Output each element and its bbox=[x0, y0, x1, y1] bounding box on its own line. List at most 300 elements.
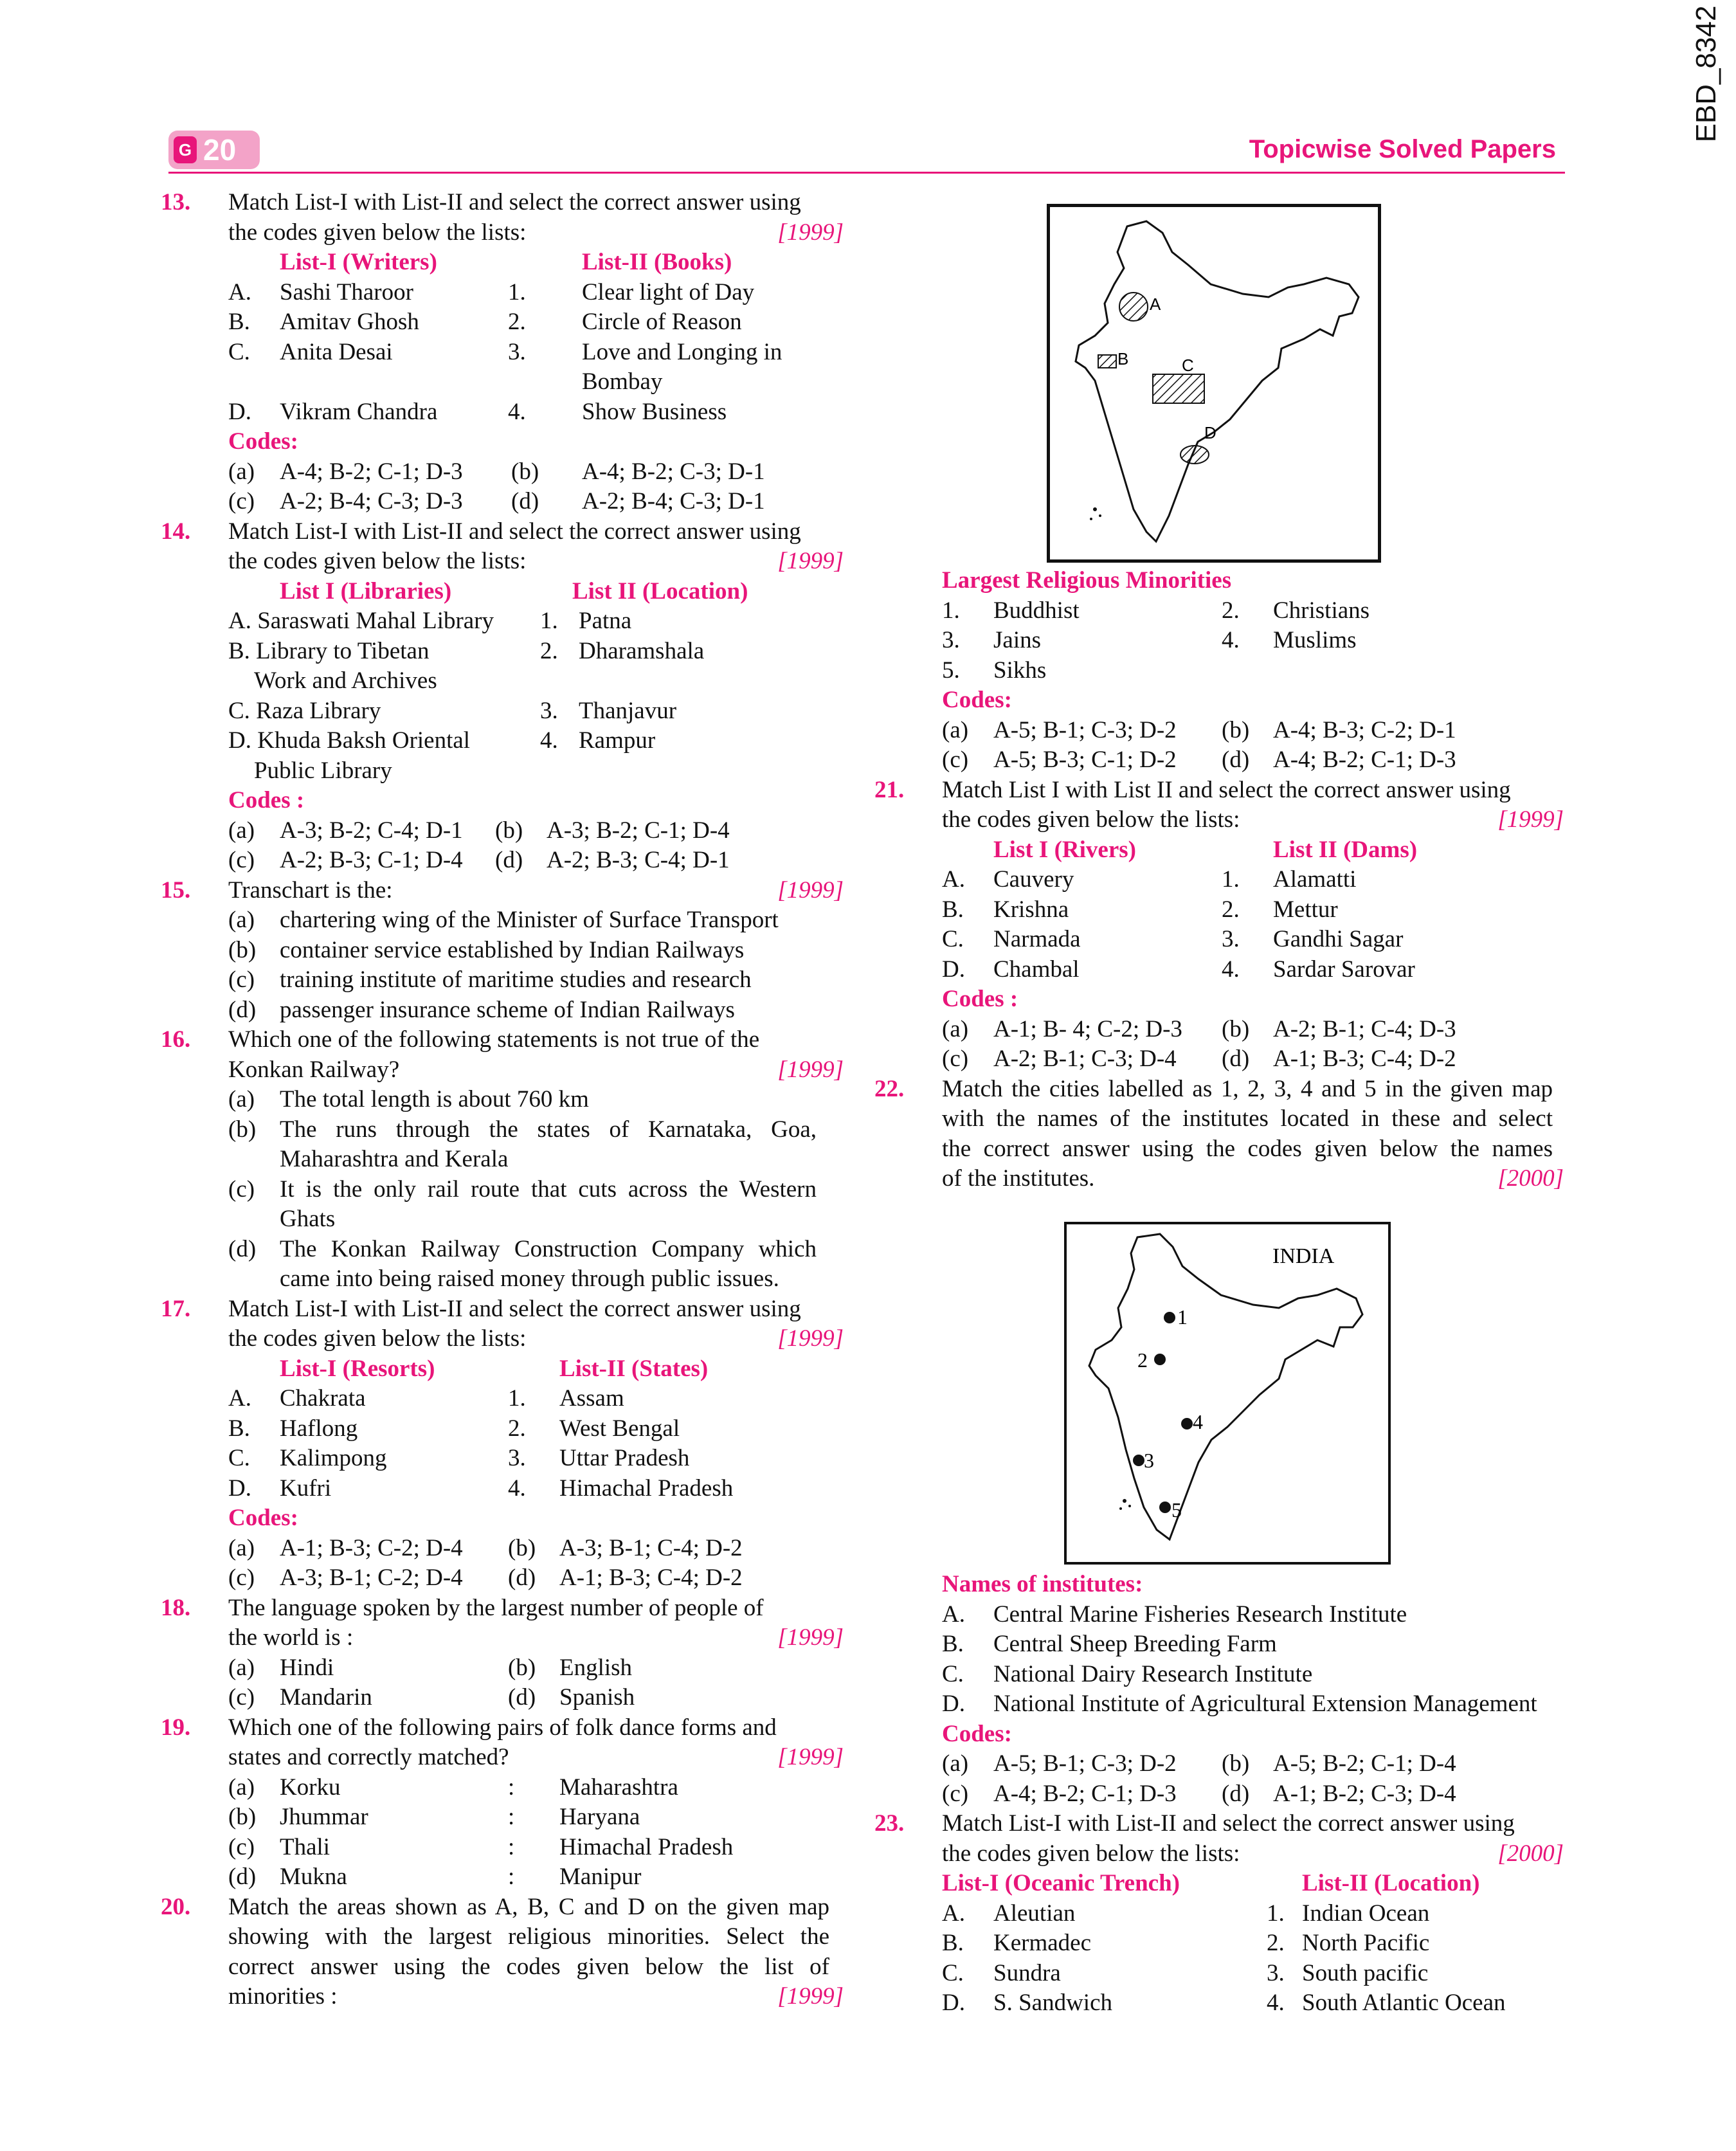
question-text: Transchart is the: bbox=[228, 876, 393, 903]
item-number: 5. bbox=[942, 657, 960, 684]
region-b bbox=[1098, 355, 1116, 368]
right-column-top bbox=[874, 566, 1569, 1194]
section-letter: G bbox=[174, 136, 197, 163]
list-1-item: Amitav Ghosh bbox=[280, 309, 419, 335]
match-row bbox=[161, 756, 849, 786]
item-letter: B. bbox=[942, 1930, 964, 1956]
exam-year: [2000] bbox=[1497, 1840, 1564, 1867]
option-text: English bbox=[559, 1654, 633, 1681]
option-letter: (d) bbox=[1222, 1046, 1250, 1072]
question-number: 21. bbox=[874, 776, 905, 803]
match-row bbox=[874, 925, 1569, 955]
list-2-item: South Atlantic Ocean bbox=[1302, 1990, 1506, 2016]
item-number: 1. bbox=[540, 608, 558, 634]
separator: : bbox=[508, 1804, 515, 1830]
option-letter: (c) bbox=[228, 1833, 255, 1860]
option-letter: (b) bbox=[228, 1116, 257, 1143]
option-text: Ghats bbox=[280, 1206, 336, 1232]
state-name: Maharashtra bbox=[559, 1774, 678, 1801]
list-1-item: Aleutian bbox=[993, 1900, 1076, 1927]
option-code: A-1; B-3; C-4; D-2 bbox=[1273, 1046, 1456, 1072]
item-letter: D. bbox=[228, 1475, 251, 1502]
list-heading: Largest Religious Minorities bbox=[942, 567, 1232, 594]
dance-form: Korku bbox=[280, 1774, 341, 1801]
question-number: 19. bbox=[161, 1714, 191, 1741]
option-text: passenger insurance scheme of Indian Railways bbox=[280, 996, 735, 1023]
region-c bbox=[1153, 374, 1204, 403]
question-number: 17. bbox=[161, 1295, 191, 1322]
exam-year: [1999] bbox=[777, 1744, 844, 1770]
list-2-item: Show Business bbox=[582, 398, 727, 425]
list-1-item: Chakrata bbox=[280, 1385, 366, 1411]
item-letter: A. bbox=[942, 1601, 965, 1628]
item-number: 3. bbox=[1222, 926, 1240, 952]
list-row bbox=[874, 656, 1569, 686]
option-row bbox=[161, 995, 849, 1026]
item-number: 2. bbox=[508, 1415, 526, 1442]
option-code: A-4; B-2; C-3; D-1 bbox=[582, 458, 765, 485]
question-text: the correct answer using the codes given below the names bbox=[942, 1135, 1553, 1162]
item-number: 4. bbox=[508, 1475, 526, 1502]
list-1-item: S. Sandwich bbox=[993, 1990, 1112, 2016]
option-code: A-3; B-1; C-2; D-4 bbox=[280, 1565, 463, 1591]
list-heading: List I (Rivers) bbox=[993, 836, 1136, 863]
option-letter: (c) bbox=[228, 488, 255, 514]
option-letter: (a) bbox=[228, 907, 255, 933]
region-d bbox=[1180, 446, 1209, 464]
page-number: 20 bbox=[203, 133, 237, 167]
list-1-item: Haflong bbox=[280, 1415, 358, 1442]
codes-label: Codes: bbox=[942, 687, 1012, 713]
option-letter: (c) bbox=[228, 847, 255, 873]
option-text: Spanish bbox=[559, 1684, 635, 1711]
list-1-item: Sundra bbox=[993, 1959, 1061, 1986]
match-row bbox=[161, 397, 849, 428]
match-row bbox=[161, 278, 849, 308]
option-row bbox=[161, 936, 849, 966]
list-heading: List-I (Resorts) bbox=[280, 1355, 435, 1382]
exam-year: [1999] bbox=[777, 548, 844, 574]
option-letter: (a) bbox=[942, 1750, 969, 1777]
option-text: chartering wing of the Minister of Surface Transport bbox=[280, 907, 779, 933]
match-row bbox=[874, 865, 1569, 895]
religion-name: Muslims bbox=[1273, 627, 1357, 653]
religion-name: Buddhist bbox=[993, 597, 1080, 624]
region-label: C bbox=[1182, 356, 1194, 375]
city-dot-4 bbox=[1181, 1418, 1193, 1429]
exam-year: [1999] bbox=[1497, 806, 1564, 833]
option-code: A-3; B-2; C-4; D-1 bbox=[280, 817, 463, 844]
question-text: Match List I with List II and select the correct answer using bbox=[942, 776, 1511, 803]
list-row bbox=[874, 626, 1569, 656]
option-letter: (c) bbox=[942, 747, 969, 773]
item-letter: A. bbox=[942, 1900, 965, 1927]
question-number: 18. bbox=[161, 1594, 191, 1621]
item-letter: B. bbox=[942, 896, 964, 923]
match-row bbox=[874, 895, 1569, 925]
option-code: A-2; B-1; C-3; D-4 bbox=[993, 1046, 1177, 1072]
code-row bbox=[161, 816, 849, 846]
left-column bbox=[161, 188, 849, 2012]
match-row bbox=[874, 955, 1569, 985]
list-row bbox=[874, 596, 1569, 626]
document-code: EBD_8342 bbox=[1690, 5, 1722, 143]
option-code: A-5; B-3; C-1; D-2 bbox=[993, 747, 1177, 773]
item-letter: C. bbox=[228, 338, 250, 365]
code-row bbox=[161, 457, 849, 487]
match-row bbox=[161, 1444, 849, 1474]
exam-year: [2000] bbox=[1497, 1165, 1564, 1192]
option-code: A-3; B-1; C-4; D-2 bbox=[559, 1534, 743, 1561]
option-letter: (d) bbox=[511, 488, 539, 514]
question-text: the codes given below the lists: bbox=[228, 219, 527, 246]
item-number: 1. bbox=[1267, 1900, 1285, 1927]
item-number: 1. bbox=[508, 278, 526, 305]
question-text: Konkan Railway? bbox=[228, 1056, 400, 1083]
question-text: states and correctly matched? bbox=[228, 1744, 509, 1770]
match-row bbox=[874, 1959, 1569, 1989]
header-rule bbox=[168, 172, 1565, 174]
option-text: Hindi bbox=[280, 1654, 334, 1681]
list-2-item: Dharamshala bbox=[579, 637, 705, 664]
item-letter: B. bbox=[228, 1415, 250, 1442]
list-1-item: Kalimpong bbox=[280, 1445, 387, 1471]
item-letter: D. bbox=[942, 956, 965, 983]
q14-line1 bbox=[161, 517, 849, 547]
option-text: training institute of maritime studies and research bbox=[280, 967, 752, 993]
question-text: the codes given below the lists: bbox=[942, 1840, 1240, 1867]
region-label: B bbox=[1117, 349, 1129, 368]
institute-name: Central Sheep Breeding Farm bbox=[993, 1631, 1277, 1657]
list-heading: List-I (Writers) bbox=[280, 249, 437, 275]
item-number: 1. bbox=[1222, 866, 1240, 893]
code-row bbox=[874, 716, 1569, 746]
option-letter: (d) bbox=[495, 847, 523, 873]
question-text: Match List-I with List-II and select the correct answer using bbox=[228, 518, 801, 545]
item-number: 2. bbox=[1222, 597, 1240, 624]
question-text: Match List-I with List-II and select the correct answer using bbox=[942, 1810, 1515, 1837]
codes-label: Codes : bbox=[228, 787, 305, 813]
option-row bbox=[161, 905, 849, 936]
option-letter: (a) bbox=[228, 817, 255, 844]
option-letter: (a) bbox=[942, 1015, 969, 1042]
question-number: 20. bbox=[161, 1893, 191, 1920]
option-letter: (b) bbox=[508, 1654, 536, 1681]
option-text: came into being raised money through public issues. bbox=[280, 1266, 779, 1292]
list-heading: List I (Libraries) bbox=[280, 577, 452, 604]
match-row bbox=[161, 1384, 849, 1414]
list-heading: List-II (Books) bbox=[582, 249, 732, 275]
item-letter: A. bbox=[942, 866, 965, 893]
option-code: A-2; B-3; C-4; D-1 bbox=[547, 847, 730, 873]
option-code: A-2; B-4; C-3; D-3 bbox=[280, 488, 463, 514]
list-2-item: South pacific bbox=[1302, 1959, 1429, 1986]
list-1-item: Anita Desai bbox=[280, 338, 393, 365]
item-number: 2. bbox=[1267, 1930, 1285, 1956]
question-text: The language spoken by the largest number of people of bbox=[228, 1594, 764, 1621]
religion-name: Christians bbox=[1273, 597, 1370, 624]
option-code: A-4; B-2; C-1; D-3 bbox=[993, 1780, 1177, 1807]
option-letter: (d) bbox=[228, 996, 257, 1023]
option-text: The Konkan Railway Construction Company which bbox=[280, 1235, 817, 1262]
question-text: Match List-I with List-II and select the correct answer using bbox=[228, 1295, 801, 1322]
option-code: A-1; B- 4; C-2; D-3 bbox=[993, 1015, 1182, 1042]
item-letter: D. bbox=[942, 1990, 965, 2016]
list-1-item: D. Khuda Baksh Oriental bbox=[228, 727, 471, 754]
option-letter: (b) bbox=[1222, 1750, 1250, 1777]
list-heading: List-II (Location) bbox=[1302, 1870, 1480, 1896]
option-letter: (d) bbox=[228, 1864, 257, 1890]
item-letter: A. bbox=[228, 1385, 251, 1411]
item-letter: C. bbox=[942, 1660, 964, 1687]
religion-name: Jains bbox=[993, 627, 1041, 653]
list-heading: List II (Dams) bbox=[1273, 836, 1418, 863]
separator: : bbox=[508, 1864, 515, 1890]
region-label: D bbox=[1204, 423, 1216, 442]
option-letter: (c) bbox=[942, 1046, 969, 1072]
item-letter: B. bbox=[942, 1631, 964, 1657]
question-text: the codes given below the lists: bbox=[942, 806, 1240, 833]
item-number: 2. bbox=[508, 309, 526, 335]
india-outline-map-2 bbox=[1067, 1224, 1388, 1562]
option-letter: (c) bbox=[228, 1684, 255, 1711]
option-letter: (a) bbox=[228, 1086, 255, 1112]
item-number: 4. bbox=[1222, 627, 1240, 653]
item-number: 3. bbox=[540, 697, 558, 724]
list-1-item: A. Saraswati Mahal Library bbox=[228, 608, 494, 634]
list-2-item: North Pacific bbox=[1302, 1930, 1430, 1956]
question-number: 13. bbox=[161, 189, 191, 215]
dance-form: Jhummar bbox=[280, 1804, 368, 1830]
option-letter: (b) bbox=[495, 817, 523, 844]
question-number: 14. bbox=[161, 518, 191, 545]
option-letter: (b) bbox=[508, 1534, 536, 1561]
list-1-item: Kermadec bbox=[993, 1930, 1092, 1956]
exam-year: [1999] bbox=[777, 1325, 844, 1352]
list-1-item: Public Library bbox=[254, 757, 392, 784]
option-code: A-1; B-3; C-2; D-4 bbox=[280, 1534, 463, 1561]
item-number: 3. bbox=[508, 338, 526, 365]
option-code: A-2; B-1; C-4; D-3 bbox=[1273, 1015, 1456, 1042]
item-number: 4. bbox=[508, 398, 526, 425]
question-text: Match List-I with List-II and select the correct answer using bbox=[228, 189, 801, 215]
option-letter: (b) bbox=[1222, 716, 1250, 743]
item-number: 3. bbox=[942, 627, 960, 653]
item-number: 3. bbox=[508, 1445, 526, 1471]
city-dot-2 bbox=[1154, 1354, 1166, 1365]
city-label: 1 bbox=[1177, 1305, 1188, 1329]
code-row bbox=[874, 1779, 1569, 1810]
match-row bbox=[161, 1414, 849, 1444]
city-label: 2 bbox=[1137, 1348, 1148, 1372]
running-title: Topicwise Solved Papers bbox=[1249, 135, 1556, 163]
right-column-bottom bbox=[874, 1570, 1569, 2019]
option-letter: (b) bbox=[511, 458, 539, 485]
item-number: 4. bbox=[1267, 1990, 1285, 2016]
list-heading: List-I (Oceanic Trench) bbox=[942, 1870, 1180, 1896]
match-row bbox=[161, 606, 849, 637]
code-row bbox=[161, 1563, 849, 1593]
code-row bbox=[874, 1044, 1569, 1075]
item-number: 1. bbox=[942, 597, 960, 624]
option-row bbox=[161, 1653, 849, 1684]
list-1-item: Work and Archives bbox=[254, 667, 437, 694]
list-2-item: Thanjavur bbox=[579, 697, 677, 724]
list-1-item: Vikram Chandra bbox=[280, 398, 438, 425]
item-number: 4. bbox=[540, 727, 558, 754]
question-number: 15. bbox=[161, 876, 191, 903]
question-text: Match the cities labelled as 1, 2, 3, 4 and 5 in the given map bbox=[942, 1075, 1553, 1102]
list-heading: List-II (States) bbox=[559, 1355, 709, 1382]
code-row bbox=[874, 745, 1569, 776]
item-number: 2. bbox=[540, 637, 558, 664]
list-row bbox=[874, 1660, 1569, 1690]
match-row bbox=[874, 1929, 1569, 1959]
question-text: the codes given below the lists: bbox=[228, 548, 527, 574]
list-2-item: Circle of Reason bbox=[582, 309, 742, 335]
codes-label: Codes: bbox=[942, 1720, 1012, 1747]
option-code: A-5; B-1; C-3; D-2 bbox=[993, 1750, 1177, 1777]
option-letter: (b) bbox=[228, 1804, 257, 1830]
option-letter: (c) bbox=[942, 1780, 969, 1807]
city-dot-5 bbox=[1159, 1502, 1171, 1513]
religion-name: Sikhs bbox=[993, 657, 1047, 684]
code-row bbox=[874, 1015, 1569, 1045]
option-letter: (d) bbox=[228, 1235, 257, 1262]
option-text: It is the only rail route that cuts across the Western bbox=[280, 1175, 817, 1203]
match-row bbox=[161, 666, 849, 696]
question-text: the codes given below the lists: bbox=[228, 1325, 527, 1352]
list-2-item: Indian Ocean bbox=[1302, 1900, 1430, 1927]
list-1-item: Kufri bbox=[280, 1475, 332, 1502]
region-label: A bbox=[1150, 295, 1161, 314]
list-2-item: Clear light of Day bbox=[582, 278, 755, 305]
option-letter: (a) bbox=[228, 1774, 255, 1801]
question-text: of the institutes. bbox=[942, 1165, 1095, 1192]
region-a bbox=[1119, 293, 1148, 321]
question-text: the world is : bbox=[228, 1624, 354, 1651]
item-letter: C. bbox=[942, 1959, 964, 1986]
option-text: container service established by Indian Railways bbox=[280, 936, 745, 963]
option-code: A-4; B-2; C-1; D-3 bbox=[280, 458, 463, 485]
option-row bbox=[161, 1862, 849, 1892]
item-letter: D. bbox=[942, 1691, 965, 1717]
item-letter: D. bbox=[228, 398, 251, 425]
city-label: 3 bbox=[1144, 1449, 1154, 1472]
option-row bbox=[161, 1802, 849, 1833]
question-text: showing with the largest religious minorities. Select the bbox=[228, 1923, 829, 1950]
list-2-item: Uttar Pradesh bbox=[559, 1445, 690, 1471]
exam-year: [1999] bbox=[777, 1624, 844, 1651]
match-row bbox=[874, 1988, 1569, 2019]
option-code: A-5; B-1; C-3; D-2 bbox=[993, 716, 1177, 743]
match-row bbox=[161, 726, 849, 756]
list-1-item: Cauvery bbox=[993, 866, 1074, 893]
city-dot-1 bbox=[1164, 1312, 1175, 1323]
question-text: Which one of the following pairs of folk dance forms and bbox=[228, 1714, 777, 1741]
match-row bbox=[161, 307, 849, 338]
item-number: 4. bbox=[1222, 956, 1240, 983]
separator: : bbox=[508, 1833, 515, 1860]
option-text: The total length is about 760 km bbox=[280, 1086, 589, 1112]
option-letter: (c) bbox=[228, 1175, 255, 1203]
match-row bbox=[161, 1474, 849, 1504]
code-row bbox=[161, 846, 849, 876]
item-letter: C. bbox=[942, 926, 964, 952]
option-code: A-4; B-2; C-1; D-3 bbox=[1273, 747, 1456, 773]
option-row bbox=[161, 1773, 849, 1803]
list-2-item: Gandhi Sagar bbox=[1273, 926, 1404, 952]
city-label: 4 bbox=[1193, 1410, 1203, 1433]
option-letter: (d) bbox=[508, 1565, 536, 1591]
option-code: A-2; B-4; C-3; D-1 bbox=[582, 488, 765, 514]
match-row bbox=[874, 1899, 1569, 1929]
list-row bbox=[874, 1629, 1569, 1660]
india-religion-map bbox=[1047, 204, 1381, 563]
question-text: Match the areas shown as A, B, C and D on the given map bbox=[228, 1893, 829, 1920]
question-number: 16. bbox=[161, 1026, 191, 1053]
list-2-item: Bombay bbox=[582, 368, 663, 395]
item-letter: A. bbox=[228, 278, 251, 305]
list-1-item: B. Library to Tibetan bbox=[228, 637, 429, 664]
item-number: 3. bbox=[1267, 1959, 1285, 1986]
list-2-item: Himachal Pradesh bbox=[559, 1475, 734, 1502]
item-number: 1. bbox=[508, 1385, 526, 1411]
separator: : bbox=[508, 1774, 515, 1801]
exam-year: [1999] bbox=[777, 1983, 844, 2010]
question-text: minorities : bbox=[228, 1983, 338, 2010]
map-title: INDIA bbox=[1272, 1244, 1335, 1268]
exam-year: [1999] bbox=[777, 876, 844, 903]
codes-label: Codes: bbox=[228, 1505, 298, 1531]
code-row bbox=[874, 1749, 1569, 1779]
list-1-item: Narmada bbox=[993, 926, 1081, 952]
list-heading: Names of institutes: bbox=[942, 1571, 1143, 1597]
list-2-item: Rampur bbox=[579, 727, 656, 754]
question-text: with the names of the institutes located in these and select bbox=[942, 1105, 1553, 1132]
option-code: A-4; B-3; C-2; D-1 bbox=[1273, 716, 1456, 743]
question-text: correct answer using the codes given below the list of bbox=[228, 1953, 829, 1980]
question-number: 23. bbox=[874, 1810, 905, 1837]
option-text: Mandarin bbox=[280, 1684, 372, 1711]
list-1-item: C. Raza Library bbox=[228, 697, 381, 724]
option-letter: (d) bbox=[1222, 747, 1250, 773]
option-letter: (d) bbox=[508, 1684, 536, 1711]
india-institutes-map bbox=[1064, 1222, 1391, 1565]
state-name: Haryana bbox=[559, 1804, 640, 1830]
option-letter: (d) bbox=[1222, 1780, 1250, 1807]
list-row bbox=[874, 1689, 1569, 1720]
codes-label: Codes : bbox=[942, 986, 1018, 1012]
item-number: 2. bbox=[1222, 896, 1240, 923]
option-code: A-2; B-3; C-1; D-4 bbox=[280, 847, 463, 873]
item-letter: B. bbox=[228, 309, 250, 335]
option-letter: (a) bbox=[228, 458, 255, 485]
dance-form: Mukna bbox=[280, 1864, 347, 1890]
list-row bbox=[874, 1600, 1569, 1630]
match-row bbox=[161, 367, 849, 397]
match-row bbox=[161, 696, 849, 727]
code-row bbox=[161, 487, 849, 517]
codes-label: Codes: bbox=[228, 428, 298, 455]
option-letter: (b) bbox=[1222, 1015, 1250, 1042]
option-letter: (a) bbox=[228, 1654, 255, 1681]
question-text: Which one of the following statements is not true of the bbox=[228, 1026, 760, 1053]
list-1-item: Chambal bbox=[993, 956, 1080, 983]
institute-name: Central Marine Fisheries Research Institute bbox=[993, 1601, 1407, 1628]
option-letter: (a) bbox=[942, 716, 969, 743]
option-text: Maharashtra and Kerala bbox=[280, 1146, 509, 1172]
